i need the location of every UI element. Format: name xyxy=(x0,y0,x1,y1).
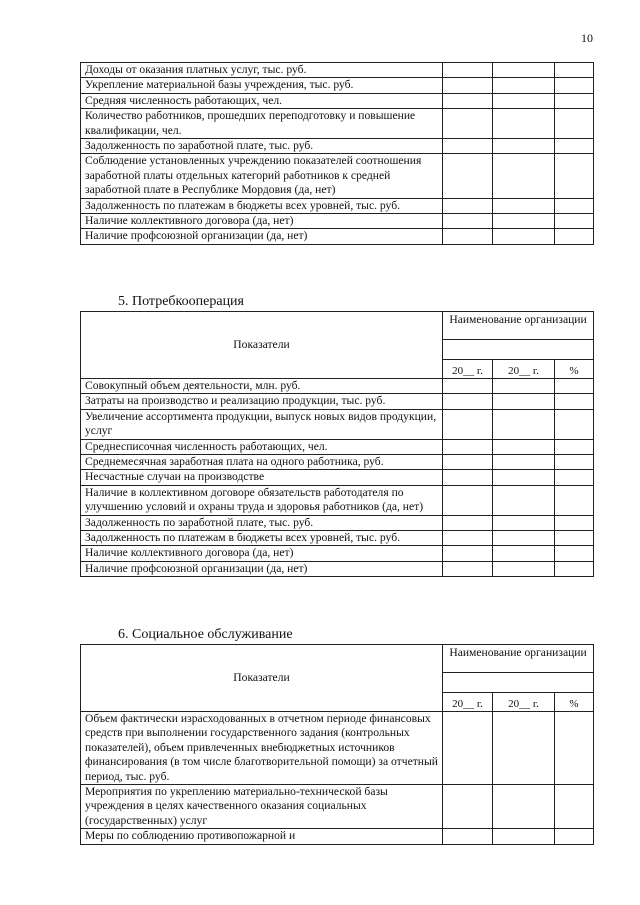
value-cell xyxy=(443,229,493,244)
value-cell xyxy=(443,485,493,515)
table-row xyxy=(81,409,594,439)
indicator-label: Несчастные случаи на производстве xyxy=(81,470,443,485)
value-cell xyxy=(555,785,594,829)
indicator-label: Задолженность по платежам в бюджеты всех уровней, тыс. руб. xyxy=(81,531,443,546)
value-cell xyxy=(555,546,594,561)
indicator-label: Наличие профсоюзной организации (да, нет) xyxy=(81,229,443,244)
value-cell xyxy=(493,455,555,470)
header-year-2: 20__ г. xyxy=(493,693,555,712)
value-cell xyxy=(493,561,555,576)
value-cell xyxy=(443,829,493,844)
indicator-label: Среднесписочная численность работающих, чел. xyxy=(81,439,443,454)
indicator-label: Соблюдение установленных учреждению показателей соотношения заработной платы отдельных категорий работников к средней заработной плате в Республике Мордовия (да, нет) xyxy=(81,154,443,198)
table-row xyxy=(81,470,594,485)
value-cell xyxy=(493,439,555,454)
value-cell xyxy=(493,93,555,108)
value-cell xyxy=(555,561,594,576)
value-cell xyxy=(443,139,493,154)
table-row xyxy=(81,63,594,78)
value-cell xyxy=(555,470,594,485)
value-cell xyxy=(493,198,555,213)
value-cell xyxy=(443,785,493,829)
table-row xyxy=(81,515,594,530)
value-cell xyxy=(493,109,555,139)
value-cell xyxy=(443,515,493,530)
value-cell xyxy=(555,78,594,93)
value-cell xyxy=(555,63,594,78)
value-cell xyxy=(555,139,594,154)
value-cell xyxy=(555,379,594,394)
table-row xyxy=(81,531,594,546)
value-cell xyxy=(555,198,594,213)
header-percent: % xyxy=(555,693,594,712)
value-cell xyxy=(443,455,493,470)
value-cell xyxy=(443,93,493,108)
table-row xyxy=(81,379,594,394)
table-row xyxy=(81,109,594,139)
value-cell xyxy=(493,785,555,829)
value-cell xyxy=(443,198,493,213)
continuation-table xyxy=(80,62,594,245)
table-row xyxy=(81,485,594,515)
indicator-label: Затраты на производство и реализацию продукции, тыс. руб. xyxy=(81,394,443,409)
table-row xyxy=(81,93,594,108)
value-cell xyxy=(493,379,555,394)
value-cell xyxy=(443,531,493,546)
header-year-1: 20__ г. xyxy=(443,360,493,379)
value-cell xyxy=(443,546,493,561)
header-indicators: Показатели xyxy=(81,645,443,712)
indicator-label: Наличие коллективного договора (да, нет) xyxy=(81,214,443,229)
value-cell xyxy=(443,439,493,454)
indicator-label: Средняя численность работающих, чел. xyxy=(81,93,443,108)
header-percent: % xyxy=(555,360,594,379)
header-indicators: Показатели xyxy=(81,312,443,379)
header-organization: Наименование организации xyxy=(443,312,594,340)
value-cell xyxy=(443,470,493,485)
header-year-2: 20__ г. xyxy=(493,360,555,379)
value-cell xyxy=(493,515,555,530)
value-cell xyxy=(555,829,594,844)
table-row xyxy=(81,154,594,198)
table-row xyxy=(81,214,594,229)
indicator-label: Задолженность по заработной плате, тыс. руб. xyxy=(81,139,443,154)
value-cell xyxy=(443,154,493,198)
indicator-label: Укрепление материальной базы учреждения, тыс. руб. xyxy=(81,78,443,93)
value-cell xyxy=(493,546,555,561)
indicator-label: Доходы от оказания платных услуг, тыс. руб. xyxy=(81,63,443,78)
table-row xyxy=(81,139,594,154)
value-cell xyxy=(443,214,493,229)
table-row xyxy=(81,78,594,93)
indicator-label: Количество работников, прошедших переподготовку и повышение квалификации, чел. xyxy=(81,109,443,139)
value-cell xyxy=(493,394,555,409)
page-number: 10 xyxy=(581,31,593,45)
table-row xyxy=(81,439,594,454)
value-cell xyxy=(555,109,594,139)
table-row xyxy=(81,229,594,244)
value-cell xyxy=(493,154,555,198)
value-cell xyxy=(443,379,493,394)
value-cell xyxy=(493,470,555,485)
value-cell xyxy=(493,63,555,78)
header-year-1: 20__ г. xyxy=(443,693,493,712)
indicator-label: Наличие коллективного договора (да, нет) xyxy=(81,546,443,561)
section-6-title: 6. Социальное обслуживание xyxy=(118,627,293,642)
value-cell xyxy=(493,712,555,785)
value-cell xyxy=(555,154,594,198)
value-cell xyxy=(555,455,594,470)
table-row xyxy=(81,829,594,844)
table-row xyxy=(81,546,594,561)
value-cell xyxy=(493,78,555,93)
header-org-blank xyxy=(443,673,594,693)
value-cell xyxy=(493,531,555,546)
value-cell xyxy=(493,409,555,439)
value-cell xyxy=(443,78,493,93)
section-5-table xyxy=(80,311,594,577)
value-cell xyxy=(555,515,594,530)
indicator-label: Наличие профсоюзной организации (да, нет) xyxy=(81,561,443,576)
indicator-label: Увеличение ассортимента продукции, выпуск новых видов продукции, услуг xyxy=(81,409,443,439)
value-cell xyxy=(493,829,555,844)
indicator-label: Мероприятия по укреплению материально-технической базы учреждения в целях качественного оказания социальных (государственных) услуг xyxy=(81,785,443,829)
header-organization: Наименование организации xyxy=(443,645,594,673)
table-row xyxy=(81,712,594,785)
table-row xyxy=(81,561,594,576)
value-cell xyxy=(555,93,594,108)
table-row xyxy=(81,455,594,470)
value-cell xyxy=(493,139,555,154)
value-cell xyxy=(443,63,493,78)
value-cell xyxy=(555,439,594,454)
indicator-label: Совокупный объем деятельности, млн. руб. xyxy=(81,379,443,394)
value-cell xyxy=(443,394,493,409)
indicator-label: Меры по соблюдению противопожарной и xyxy=(81,829,443,844)
value-cell xyxy=(555,485,594,515)
table-row xyxy=(81,785,594,829)
value-cell xyxy=(443,409,493,439)
table-row xyxy=(81,394,594,409)
value-cell xyxy=(555,409,594,439)
header-org-blank xyxy=(443,340,594,360)
indicator-label: Среднемесячная заработная плата на одного работника, руб. xyxy=(81,455,443,470)
indicator-label: Задолженность по заработной плате, тыс. руб. xyxy=(81,515,443,530)
indicator-label: Задолженность по платежам в бюджеты всех уровней, тыс. руб. xyxy=(81,198,443,213)
value-cell xyxy=(555,394,594,409)
indicator-label: Наличие в коллективном договоре обязательств работодателя по улучшению условий и охраны труда и здоровья работников (да, нет) xyxy=(81,485,443,515)
value-cell xyxy=(493,485,555,515)
section-6-table xyxy=(80,644,594,845)
value-cell xyxy=(443,712,493,785)
value-cell xyxy=(555,229,594,244)
table-row xyxy=(81,198,594,213)
value-cell xyxy=(443,561,493,576)
value-cell xyxy=(555,214,594,229)
section-5-title: 5. Потребкооперация xyxy=(118,294,244,309)
value-cell xyxy=(493,214,555,229)
value-cell xyxy=(493,229,555,244)
indicator-label: Объем фактически израсходованных в отчетном периоде финансовых средств при выполнении государственного задания (контрольных показателей), объем привлеченных внебюджетных источников финансирования (в том числе благотворительной помощи) за отчетный период, тыс. руб. xyxy=(81,712,443,785)
value-cell xyxy=(443,109,493,139)
value-cell xyxy=(555,712,594,785)
value-cell xyxy=(555,531,594,546)
